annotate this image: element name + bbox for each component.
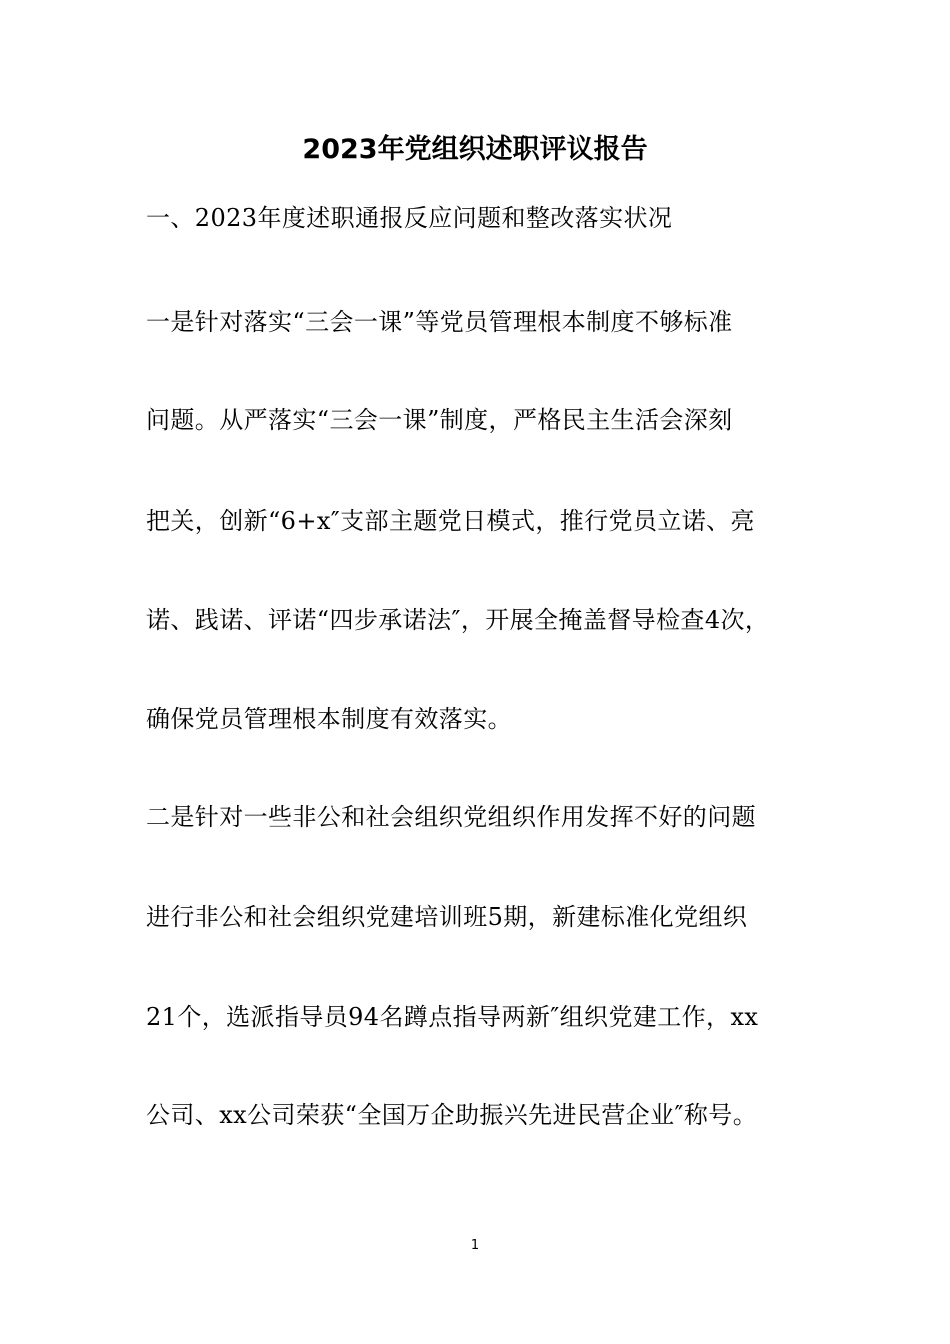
document-title: 2023年党组织述职评议报告 <box>302 134 648 165</box>
paragraph-line: 确保党员管理根本制度有效落实。 <box>146 705 512 733</box>
paragraph-line: 二是针对一些非公和社会组织党组织作用发挥不好的问题 <box>146 803 756 831</box>
paragraph-line: 把关，创新“6+x″支部主题党日模式，推行党员立诺、亮 <box>146 507 755 535</box>
paragraph-line: 一是针对落实“三会一课”等党员管理根本制度不够标准 <box>146 308 733 336</box>
paragraph-line: 进行非公和社会组织党建培训班5期，新建标准化党组织 <box>146 903 748 931</box>
page-number: 1 <box>470 1238 480 1253</box>
paragraph-line: 21个，选派指导员94名蹲点指导两新″组织党建工作，xx <box>146 1003 759 1031</box>
section-heading: 一、2023年度述职通报反应问题和整改落实状况 <box>146 204 673 232</box>
paragraph-line: 公司、xx公司荣获“全国万企助振兴先进民营企业″称号。 <box>146 1101 758 1129</box>
paragraph-line: 问题。从严落实“三会一课”制度，严格民主生活会深刻 <box>146 406 733 434</box>
paragraph-line: 诺、践诺、评诺“四步承诺法″，开展全掩盖督导检查4次， <box>146 606 770 634</box>
